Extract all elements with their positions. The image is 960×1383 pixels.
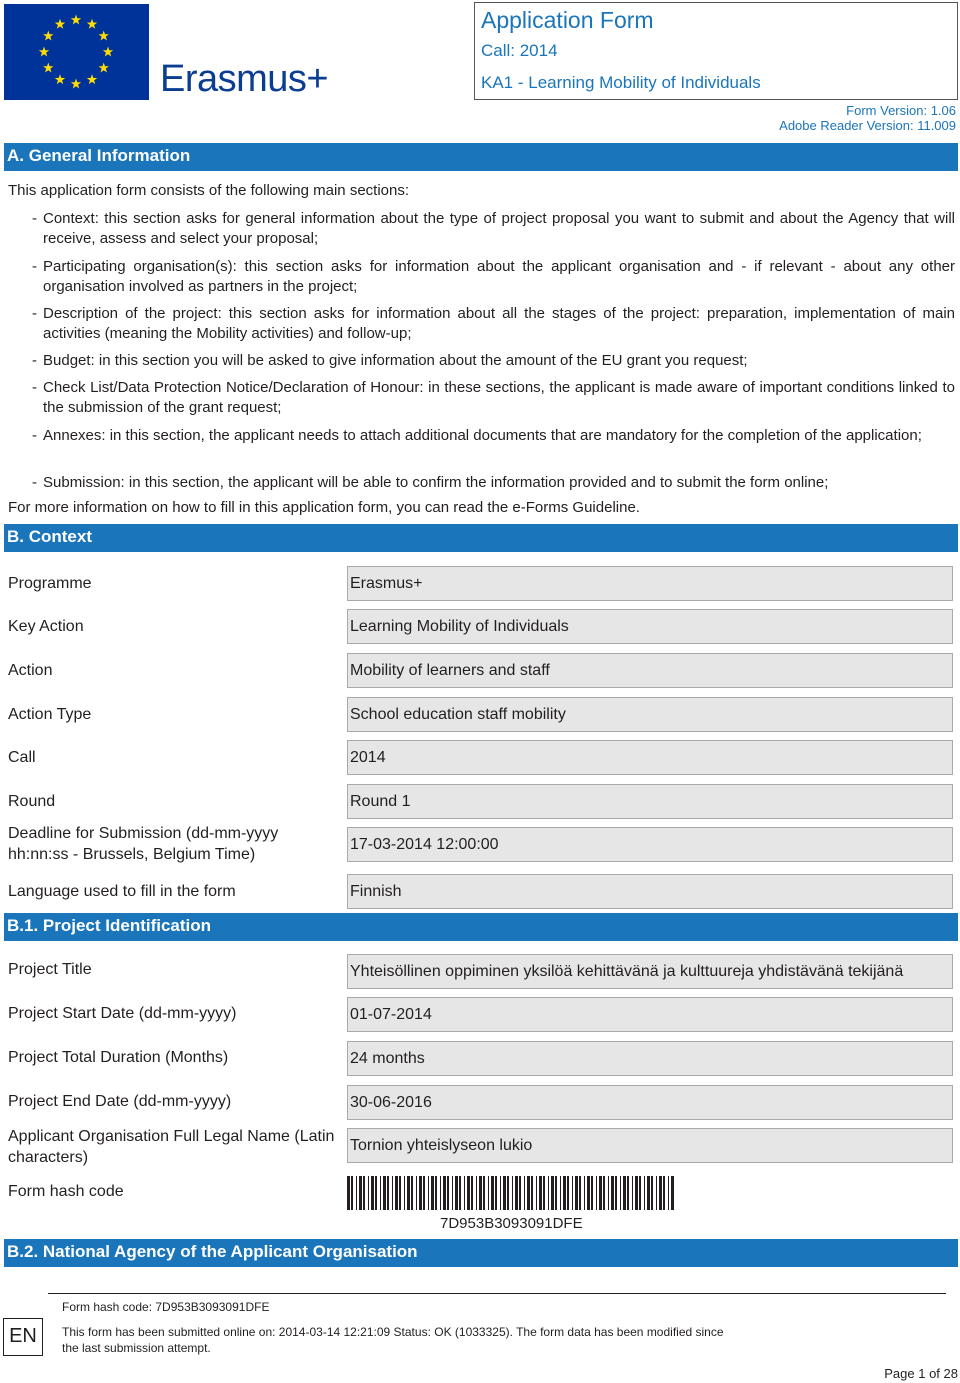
deadline-label: Deadline for Submission (dd-mm-yyyy hh:nn:ss - Brussels, Belgium Time) (8, 825, 279, 863)
barcode-bar (579, 1176, 581, 1210)
end-date-label: Project End Date (dd-mm-yyyy) (8, 1093, 232, 1110)
barcode-bar (519, 1176, 521, 1210)
barcode-bar (399, 1176, 401, 1210)
barcode-bar (431, 1176, 434, 1210)
programme-label: Programme (8, 575, 92, 592)
barcode-bar (512, 1176, 513, 1210)
barcode-bar (447, 1176, 449, 1210)
list-item: - Submission: in this section, the applicant will be able to confirm the information provided and to submit the form online; (32, 474, 829, 491)
barcode-bar (587, 1176, 590, 1210)
barcode-bar (563, 1176, 566, 1210)
submission-status: This form has been submitted online on: 2014-03-14 12:21:09 Status: OK (1033325). The form data has been modified since the last submission attempt. (62, 1325, 724, 1355)
programme-field[interactable]: Erasmus+ (347, 566, 953, 601)
barcode-bar (555, 1176, 557, 1210)
list-item: - Participating organisation(s): this section asks for information about the applicant organisation and - if relevant - about any other organisation involved as partners in the project; (32, 258, 955, 295)
barcode-bar (524, 1176, 525, 1210)
form-hash-value: 7D953B3093091DFE (440, 1215, 583, 1232)
action-type-field[interactable]: School education staff mobility (347, 697, 953, 732)
project-title-label: Project Title (8, 961, 92, 978)
barcode-bar (356, 1176, 357, 1210)
barcode-bar (536, 1176, 537, 1210)
list-item: - Context: this section asks for general information about the type of project proposal you want to submit and about the Agency that will receive, assess and select your proposal; (32, 210, 955, 247)
barcode-bar (351, 1176, 353, 1210)
barcode-bar (443, 1176, 446, 1210)
duration-label: Project Total Duration (Months) (8, 1049, 229, 1066)
language-label: Language used to fill in the form (8, 883, 236, 900)
action-type-label: Action Type (8, 706, 92, 723)
barcode-bar (656, 1176, 657, 1210)
barcode-bar (639, 1176, 641, 1210)
barcode-bar (551, 1176, 554, 1210)
barcode-bar (635, 1176, 638, 1210)
barcode-bar (440, 1176, 441, 1210)
form-hash-label: Form hash code (8, 1183, 124, 1200)
footer-hash: Form hash code: 7D953B3093091DFE (62, 1300, 270, 1314)
form-title: Application Form (481, 7, 654, 33)
barcode-bar (435, 1176, 437, 1210)
barcode-bar (548, 1176, 549, 1210)
round-label: Round (8, 793, 56, 810)
end-date-field[interactable]: 30-06-2016 (347, 1085, 953, 1120)
section-b1-heading: B.1. Project Identification (4, 913, 958, 941)
barcode-bar (488, 1176, 489, 1210)
barcode-bar (452, 1176, 453, 1210)
form-call: Call: 2014 (481, 41, 558, 60)
section-b-heading: B. Context (4, 524, 958, 552)
hash-barcode (347, 1176, 677, 1210)
barcode-bar (591, 1176, 593, 1210)
barcode-bar (419, 1176, 422, 1210)
barcode-bar (383, 1176, 386, 1210)
barcode-bar (507, 1176, 509, 1210)
barcode-bar (423, 1176, 425, 1210)
barcode-bar (596, 1176, 597, 1210)
applicant-name-field[interactable]: Tornion yhteislyseon lukio (347, 1128, 953, 1163)
barcode-bar (584, 1176, 585, 1210)
intro-text: This application form consists of the following main sections: (8, 182, 410, 199)
round-field[interactable]: Round 1 (347, 784, 953, 819)
barcode-bar (567, 1176, 569, 1210)
eu-flag-logo (4, 4, 149, 100)
barcode-bar (623, 1176, 626, 1210)
barcode-bar (671, 1176, 674, 1210)
barcode-bar (395, 1176, 398, 1210)
version-info (779, 103, 956, 133)
list-item: - Annexes: in this section, the applicant needs to attach additional documents that are mandatory for the completion of the application; (32, 427, 922, 444)
action-field[interactable]: Mobility of learners and staff (347, 653, 953, 688)
key-action-field[interactable]: Learning Mobility of Individuals (347, 609, 953, 644)
barcode-bar (668, 1176, 669, 1210)
barcode-bar (608, 1176, 609, 1210)
list-item: - Budget: in this section you will be asked to give information about the amount of the EU grant you request; (32, 352, 748, 369)
barcode-bar (459, 1176, 461, 1210)
barcode-bar (651, 1176, 653, 1210)
applicant-name-label: Applicant Organisation Full Legal Name (Latin characters) (8, 1128, 335, 1166)
barcode-bar (515, 1176, 518, 1210)
barcode-bar (620, 1176, 621, 1210)
barcode-bar (599, 1176, 602, 1210)
project-title-field[interactable]: Yhteisöllinen oppiminen yksilöä kehittävänä ja kulttuureja yhdistävänä tekijänä (347, 954, 953, 989)
barcode-bar (411, 1176, 413, 1210)
barcode-bar (539, 1176, 542, 1210)
barcode-bar (632, 1176, 633, 1210)
call-field[interactable]: 2014 (347, 740, 953, 775)
barcode-bar (428, 1176, 429, 1210)
barcode-bar (503, 1176, 506, 1210)
barcode-bar (467, 1176, 470, 1210)
more-info-text: For more information on how to fill in this application form, you can read the e-Forms Guideline. (8, 499, 640, 516)
barcode-bar (575, 1176, 578, 1210)
barcode-bar (407, 1176, 410, 1210)
barcode-bar (368, 1176, 369, 1210)
call-label: Call (8, 749, 36, 766)
barcode-bar (359, 1176, 362, 1210)
form-version: Form Version: 1.06 (846, 103, 956, 118)
language-field[interactable]: Finnish (347, 874, 953, 909)
barcode-bar (543, 1176, 545, 1210)
duration-field[interactable]: 24 months (347, 1041, 953, 1076)
barcode-bar (416, 1176, 417, 1210)
barcode-bar (611, 1176, 614, 1210)
barcode-bar (495, 1176, 497, 1210)
footer-divider (48, 1293, 946, 1294)
barcode-bar (380, 1176, 381, 1210)
erasmus-brand: Erasmus+ (160, 58, 329, 100)
barcode-bar (527, 1176, 530, 1210)
deadline-field[interactable]: 17-03-2014 12:00:00 (347, 827, 953, 862)
language-code: EN (3, 1318, 43, 1356)
barcode-bar (531, 1176, 533, 1210)
barcode-bar (363, 1176, 365, 1210)
barcode-bar (572, 1176, 573, 1210)
section-a-heading: A. General Information (4, 143, 958, 171)
barcode-bar (375, 1176, 377, 1210)
barcode-bar (659, 1176, 662, 1210)
barcode-bar (392, 1176, 393, 1210)
start-date-label: Project Start Date (dd-mm-yyyy) (8, 1005, 237, 1022)
page-number: Page 1 of 28 (884, 1366, 958, 1381)
barcode-bar (627, 1176, 629, 1210)
barcode-bar (491, 1176, 494, 1210)
barcode-bar (483, 1176, 485, 1210)
section-b2-heading: B.2. National Agency of the Applicant Organisation (4, 1239, 958, 1267)
form-header (474, 2, 958, 100)
barcode-bar (455, 1176, 458, 1210)
list-item: - Description of the project: this section asks for information about all the stages of the project: preparation, implementation of main activities (meaning the Mobility activities) and follow-up; (32, 305, 955, 342)
barcode-bar (476, 1176, 477, 1210)
form-key-action: KA1 - Learning Mobility of Individuals (481, 73, 761, 92)
key-action-label: Key Action (8, 618, 84, 635)
action-label: Action (8, 662, 53, 679)
barcode-bar (615, 1176, 617, 1210)
list-item: - Check List/Data Protection Notice/Declaration of Honour: in these sections, the applicant is made aware of important conditions linked to the submission of the grant request; (32, 379, 955, 416)
barcode-bar (471, 1176, 473, 1210)
barcode-bar (663, 1176, 665, 1210)
barcode-bar (500, 1176, 501, 1210)
barcode-bar (387, 1176, 389, 1210)
reader-version: Adobe Reader Version: 11.009 (779, 118, 956, 133)
barcode-bar (644, 1176, 645, 1210)
barcode-bar (404, 1176, 405, 1210)
barcode-bar (603, 1176, 605, 1210)
barcode-bar (560, 1176, 561, 1210)
barcode-bar (479, 1176, 482, 1210)
barcode-bar (371, 1176, 374, 1210)
barcode-bar (464, 1176, 465, 1210)
barcode-bar (647, 1176, 650, 1210)
start-date-field[interactable]: 01-07-2014 (347, 997, 953, 1032)
barcode-bar (347, 1176, 350, 1210)
